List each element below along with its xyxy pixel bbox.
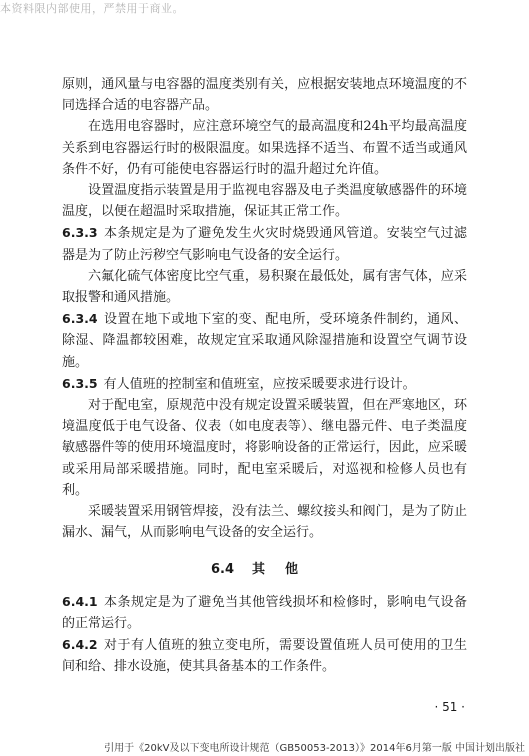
watermark-text: 本资料限内部使用，严禁用于商业。 [0, 2, 184, 15]
clause-text: 本条规定是为了避免当其他管线损坏和检修时，影响电气设备的正常运行。 [62, 594, 467, 631]
clause-paragraph [62, 373, 467, 395]
body-paragraph: 对于配电室，原规范中没有规定设置采暖装置，但在严寒地区，环境温度低于电气设备、仪表（如电度表等）、继电器元件、电子类温度敏感器件等的使用环境温度时，将影响设备的正常运行，因此，应采暖或采用局部采暖措施。同时，配电室采暖后，对巡视和检修人员也有利。 [62, 398, 467, 498]
clause-paragraph [62, 634, 467, 677]
body-paragraph: 在选用电容器时，应注意环境空气的最高温度和24h平均最高温度关系到电容器运行时的极限温度。如果选择不适当、布置不适当或通风条件不好，仍有可能使电容器运行时的温升超过允许值。 [62, 119, 467, 177]
section-heading-title: 其他 [252, 562, 319, 578]
clause-number: 6.3.3 [62, 225, 98, 241]
body-paragraph: 采暖装置采用钢管焊接，没有法兰、螺纹接头和阀门，是为了防止漏水、漏气，从而影响电气设备的安全运行。 [62, 504, 467, 541]
clause-number: 6.4.1 [62, 593, 98, 609]
body-paragraph: 六氟化硫气体密度比空气重，易积聚在最低处，属有害气体，应采取报警和通风措施。 [62, 268, 467, 306]
clause-paragraph [62, 222, 467, 265]
clause-paragraph [62, 308, 467, 373]
clause-text: 设置在地下或地下室的变、配电所，受环境条件制约，通风、除湿、降温都较困难，故规定宜采取通风除湿措施和设置空气调节设施。 [62, 312, 467, 370]
document-body [62, 74, 467, 677]
section-heading [62, 559, 467, 580]
clause-number: 6.3.4 [62, 311, 98, 327]
body-paragraph: 原则，通风量与电容器的温度类别有关，应根据安装地点环境温度的不同选择合适的电容器产品。 [62, 77, 467, 114]
clause-text: 有人值班的控制室和值班室，应按采暖要求进行设计。 [103, 376, 416, 392]
clause-number: 6.4.2 [62, 637, 98, 653]
page-number: · 51 · [434, 700, 465, 714]
clause-text: 对于有人值班的独立变电所，需要设置值班人员可使用的卫生间和给、排水设施，使其具备基本的工作条件。 [62, 638, 467, 675]
section-heading-number: 6.4 [210, 562, 234, 578]
clause-number: 6.3.5 [62, 375, 98, 391]
clause-paragraph [62, 591, 467, 634]
clause-text: 本条规定是为了避免发生火灾时烧毁通风管道。安装空气过滤器是为了防止污秽空气影响电气设备的安全运行。 [62, 226, 467, 263]
body-paragraph: 设置温度指示装置是用于监视电容器及电子类温度敏感器件的环境温度，以便在超温时采取措施，保证其正常工作。 [62, 183, 467, 220]
citation-footer: 引用于《20kV及以下变电所设计规范（GB50053-2013）》2014年6月第一版 中国计划出版社 [104, 743, 525, 754]
